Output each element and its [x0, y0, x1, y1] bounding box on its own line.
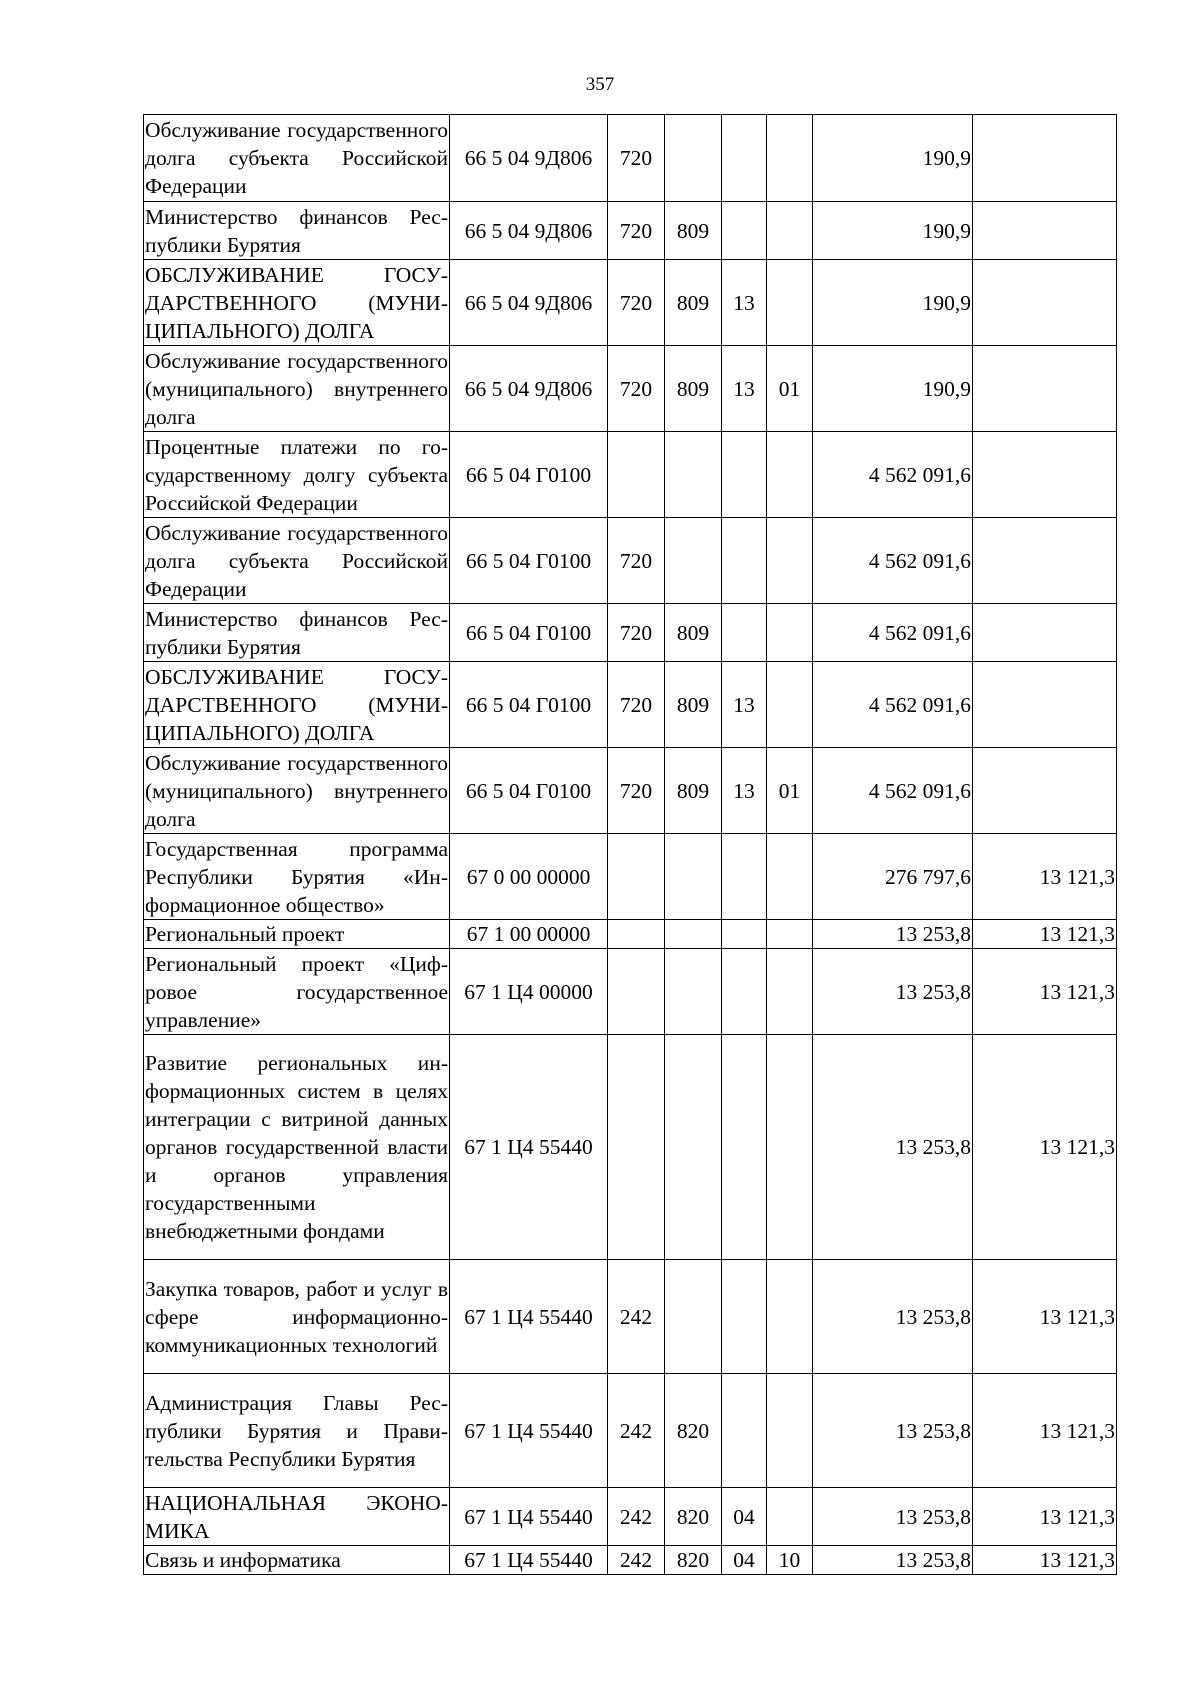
row-expense-type: 242: [608, 1260, 665, 1374]
row-amount-2: 13 121,3: [973, 920, 1117, 949]
row-target-code: 66 5 04 Г0100: [450, 662, 608, 748]
row-name: ОБСЛУЖИВАНИЕ ГОСУДАРСТВЕННОГО (МУНИЦИПАЛЬНОГО) ДОЛГА: [144, 260, 450, 346]
row-amount-1: 276 797,6: [813, 834, 973, 920]
row-target-code: 66 5 04 9Д806: [450, 260, 608, 346]
row-administrator: 809: [665, 260, 722, 346]
row-administrator: [665, 920, 722, 949]
table-row: [144, 949, 1117, 1035]
row-subsection: [767, 604, 813, 662]
row-section: [722, 949, 767, 1035]
row-amount-2: [973, 115, 1117, 202]
budget-table: [143, 114, 1117, 1575]
row-amount-2: [973, 748, 1117, 834]
row-amount-1: 13 253,8: [813, 1260, 973, 1374]
row-name: Обслуживание государственного (муниципального) внутреннего долга: [144, 748, 450, 834]
row-amount-1: 4 562 091,6: [813, 518, 973, 604]
row-subsection: [767, 920, 813, 949]
row-expense-type: 720: [608, 202, 665, 260]
row-amount-1: 13 253,8: [813, 1374, 973, 1488]
row-amount-1: 190,9: [813, 115, 973, 202]
row-amount-1: 13 253,8: [813, 1035, 973, 1260]
row-section: [722, 115, 767, 202]
row-target-code: 66 5 04 Г0100: [450, 604, 608, 662]
row-amount-2: 13 121,3: [973, 1488, 1117, 1546]
table-row: [144, 834, 1117, 920]
row-subsection: [767, 518, 813, 604]
row-name: Связь и информатика: [144, 1546, 450, 1575]
row-name: Закупка товаров, работ и услуг в сфере информационно-коммуникационных технологий: [144, 1260, 450, 1374]
table-row: [144, 202, 1117, 260]
row-amount-1: 4 562 091,6: [813, 662, 973, 748]
row-amount-2: 13 121,3: [973, 834, 1117, 920]
row-target-code: 67 1 Ц4 55440: [450, 1374, 608, 1488]
row-target-code: 66 5 04 Г0100: [450, 432, 608, 518]
row-name: Процентные платежи по государственному долгу субъекта Российской Федерации: [144, 432, 450, 518]
row-administrator: 809: [665, 662, 722, 748]
row-administrator: [665, 834, 722, 920]
row-expense-type: 720: [608, 518, 665, 604]
row-amount-1: 13 253,8: [813, 920, 973, 949]
row-administrator: [665, 1035, 722, 1260]
table-row: [144, 1374, 1117, 1488]
row-amount-2: 13 121,3: [973, 1374, 1117, 1488]
row-expense-type: 720: [608, 260, 665, 346]
row-name: Обслуживание государственного долга субъекта Российской Федерации: [144, 115, 450, 202]
row-expense-type: [608, 1035, 665, 1260]
table-row: [144, 604, 1117, 662]
row-subsection: 10: [767, 1546, 813, 1575]
row-target-code: 67 1 Ц4 00000: [450, 949, 608, 1035]
row-expense-type: 720: [608, 748, 665, 834]
row-amount-1: 190,9: [813, 260, 973, 346]
row-administrator: 820: [665, 1546, 722, 1575]
row-administrator: 809: [665, 748, 722, 834]
row-amount-2: 13 121,3: [973, 949, 1117, 1035]
row-target-code: 67 1 Ц4 55440: [450, 1035, 608, 1260]
row-administrator: 809: [665, 202, 722, 260]
page-number: 357: [585, 74, 615, 95]
row-administrator: [665, 432, 722, 518]
row-expense-type: 720: [608, 604, 665, 662]
table-row: [144, 920, 1117, 949]
row-administrator: 809: [665, 604, 722, 662]
row-amount-2: [973, 518, 1117, 604]
row-expense-type: [608, 949, 665, 1035]
row-administrator: [665, 518, 722, 604]
row-amount-1: 13 253,8: [813, 949, 973, 1035]
row-subsection: [767, 1374, 813, 1488]
row-target-code: 66 5 04 9Д806: [450, 346, 608, 432]
row-amount-2: [973, 662, 1117, 748]
row-expense-type: 242: [608, 1546, 665, 1575]
table-row: [144, 662, 1117, 748]
row-amount-2: [973, 202, 1117, 260]
row-target-code: 67 1 00 00000: [450, 920, 608, 949]
row-expense-type: 242: [608, 1488, 665, 1546]
row-section: 13: [722, 662, 767, 748]
table-row: [144, 1488, 1117, 1546]
table-body: [144, 115, 1117, 1575]
row-section: 04: [722, 1488, 767, 1546]
row-amount-1: 4 562 091,6: [813, 748, 973, 834]
row-amount-1: 13 253,8: [813, 1488, 973, 1546]
row-subsection: [767, 834, 813, 920]
table-row: [144, 1035, 1117, 1260]
row-subsection: [767, 1488, 813, 1546]
row-amount-1: 4 562 091,6: [813, 432, 973, 518]
row-section: [722, 920, 767, 949]
table-row: [144, 346, 1117, 432]
table-row: [144, 1546, 1117, 1575]
row-target-code: 67 1 Ц4 55440: [450, 1260, 608, 1374]
row-name: Обслуживание государственного (муниципального) внутреннего долга: [144, 346, 450, 432]
row-section: [722, 202, 767, 260]
row-section: [722, 518, 767, 604]
row-target-code: 66 5 04 9Д806: [450, 202, 608, 260]
row-amount-1: 13 253,8: [813, 1546, 973, 1575]
row-section: 13: [722, 748, 767, 834]
row-amount-2: 13 121,3: [973, 1035, 1117, 1260]
row-section: 04: [722, 1546, 767, 1575]
row-amount-1: 190,9: [813, 202, 973, 260]
row-amount-2: [973, 604, 1117, 662]
row-expense-type: [608, 834, 665, 920]
row-amount-2: [973, 260, 1117, 346]
row-administrator: [665, 115, 722, 202]
row-administrator: 820: [665, 1488, 722, 1546]
table-row: [144, 432, 1117, 518]
row-administrator: [665, 1260, 722, 1374]
row-target-code: 66 5 04 9Д806: [450, 115, 608, 202]
row-amount-2: 13 121,3: [973, 1546, 1117, 1575]
row-section: [722, 1035, 767, 1260]
row-name: ОБСЛУЖИВАНИЕ ГОСУДАРСТВЕННОГО (МУНИЦИПАЛЬНОГО) ДОЛГА: [144, 662, 450, 748]
row-expense-type: [608, 432, 665, 518]
table-row: [144, 748, 1117, 834]
row-section: [722, 1260, 767, 1374]
row-section: 13: [722, 260, 767, 346]
row-name: Администрация Главы Республики Бурятия и Правительства Республики Бурятия: [144, 1374, 450, 1488]
row-subsection: [767, 115, 813, 202]
row-target-code: 66 5 04 Г0100: [450, 518, 608, 604]
row-section: [722, 834, 767, 920]
row-subsection: [767, 432, 813, 518]
row-amount-1: 4 562 091,6: [813, 604, 973, 662]
row-section: [722, 604, 767, 662]
row-name: Министерство финансов Республики Бурятия: [144, 604, 450, 662]
row-subsection: 01: [767, 346, 813, 432]
table-row: [144, 518, 1117, 604]
row-name: Региональный проект: [144, 920, 450, 949]
row-subsection: [767, 662, 813, 748]
row-name: Развитие региональных информационных систем в целях интеграции с витриной данных органов государственной власти и органов управления государственными внебюджетными фондами: [144, 1035, 450, 1260]
row-subsection: [767, 260, 813, 346]
table-row: [144, 115, 1117, 202]
row-name: НАЦИОНАЛЬНАЯ ЭКОНОМИКА: [144, 1488, 450, 1546]
row-expense-type: [608, 920, 665, 949]
row-section: [722, 432, 767, 518]
table-row: [144, 1260, 1117, 1374]
row-administrator: 820: [665, 1374, 722, 1488]
row-expense-type: 720: [608, 346, 665, 432]
row-name: Обслуживание государственного долга субъекта Российской Федерации: [144, 518, 450, 604]
row-administrator: 809: [665, 346, 722, 432]
row-name: Государственная программа Республики Бурятия «Информационное общество»: [144, 834, 450, 920]
row-expense-type: 720: [608, 115, 665, 202]
row-subsection: 01: [767, 748, 813, 834]
row-subsection: [767, 949, 813, 1035]
row-target-code: 67 1 Ц4 55440: [450, 1546, 608, 1575]
row-name: Региональный проект «Цифровое государственное управление»: [144, 949, 450, 1035]
row-expense-type: 720: [608, 662, 665, 748]
row-name: Министерство финансов Республики Бурятия: [144, 202, 450, 260]
row-administrator: [665, 949, 722, 1035]
row-expense-type: 242: [608, 1374, 665, 1488]
row-subsection: [767, 202, 813, 260]
row-amount-1: 190,9: [813, 346, 973, 432]
table-row: [144, 260, 1117, 346]
row-target-code: 66 5 04 Г0100: [450, 748, 608, 834]
row-subsection: [767, 1035, 813, 1260]
row-section: 13: [722, 346, 767, 432]
row-amount-2: [973, 346, 1117, 432]
row-section: [722, 1374, 767, 1488]
row-subsection: [767, 1260, 813, 1374]
row-target-code: 67 0 00 00000: [450, 834, 608, 920]
row-amount-2: 13 121,3: [973, 1260, 1117, 1374]
row-amount-2: [973, 432, 1117, 518]
row-target-code: 67 1 Ц4 55440: [450, 1488, 608, 1546]
